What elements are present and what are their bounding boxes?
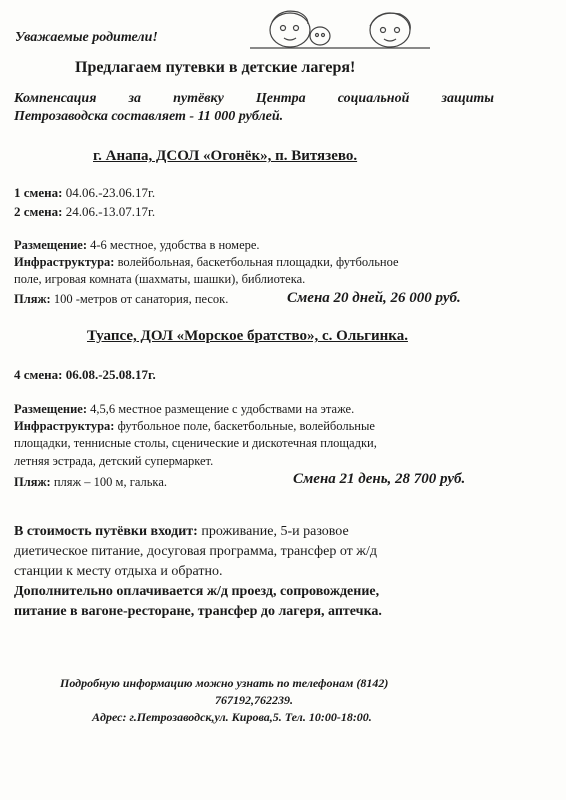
camp1-infra-line-1 — [14, 255, 399, 270]
comp-word: социальной — [337, 91, 410, 106]
contact-line-1: Подробную информацию можно узнать по телефонам (8142) — [60, 676, 389, 690]
infra-label: Инфраструктура: — [14, 255, 115, 269]
camp2-infra-line-2: площадки, теннисные столы, сценические и дискотечная площадки, — [14, 436, 377, 450]
included-line-1 — [14, 524, 349, 540]
comp-word: за — [128, 91, 142, 106]
extra-line-1: Дополнительно оплачивается ж/д проезд, сопровождение, — [14, 584, 380, 599]
accommodation-text: 4,5,6 местное размещение с удобствами на этаже. — [90, 402, 355, 416]
camp1-accommodation — [14, 238, 260, 253]
camp1-shift2 — [14, 204, 155, 220]
camp2-infra-line-1 — [14, 419, 375, 434]
offer-title: Предлагаем путевки в детские лагеря! — [75, 59, 356, 76]
shift-dates: 04.06.-23.06.17г. — [65, 185, 156, 200]
camp2-accommodation — [14, 402, 354, 417]
shift-dates: 24.06.-13.07.17г. — [65, 204, 156, 219]
comp-word: Компенсация — [14, 91, 97, 106]
comp-word: Центра — [255, 91, 306, 106]
included-line-3: станции к месту отдыха и обратно. — [14, 564, 223, 579]
shift-label: 1 смена: — [14, 185, 63, 200]
accommodation-label: Размещение: — [14, 402, 88, 416]
extra-line-2: питание в вагоне-ресторане, трансфер до лагеря, аптечка. — [14, 604, 382, 619]
infra-label: Инфраструктура: — [14, 419, 115, 433]
greeting-heading: Уважаемые родители! — [15, 30, 158, 45]
camp1-price: Смена 20 дней, 26 000 руб. — [287, 290, 461, 306]
comp-word: путёвку — [173, 91, 224, 106]
camp2-infra-line-3: летняя эстрада, детский супермаркет. — [14, 454, 214, 468]
included-line-2: диетическое питание, досуговая программа, трансфер от ж/д — [14, 544, 377, 559]
accommodation-text: 4-6 местное, удобства в номере. — [90, 238, 260, 252]
camp2-shift4 — [14, 367, 156, 383]
camp2-beach — [14, 475, 167, 490]
camp2-price: Смена 21 день, 28 700 руб. — [293, 471, 466, 487]
included-text: проживание, 5-и разовое — [201, 524, 349, 539]
infra-text: футбольное поле, баскетбольные, волейбольные — [117, 419, 375, 433]
beach-label: Пляж: — [14, 475, 51, 489]
beach-text: пляж – 100 м, галька. — [53, 475, 167, 489]
compensation-line-2: Петрозаводска составляет - 11 000 рублей. — [14, 109, 284, 124]
camp1-infra-line-2: поле, игровая комната (шахматы, шашки), библиотека. — [14, 272, 306, 286]
shift-label: 2 смена: — [14, 204, 63, 219]
beach-label: Пляж: — [14, 292, 51, 306]
camp1-title: г. Анапа, ДСОЛ «Огонёк», п. Витязево. — [93, 148, 358, 164]
camp2-title: Туапсе, ДОЛ «Морское братство», с. Ольгинка. — [87, 328, 408, 344]
shift-dates: 06.08.-25.08.17г. — [65, 367, 156, 382]
camp1-beach — [14, 292, 228, 307]
children-illustration — [250, 6, 430, 50]
beach-text: 100 -метров от санатория, песок. — [53, 292, 229, 306]
included-label: В стоимость путёвки входит: — [14, 524, 198, 539]
contact-line-3: Адрес: г.Петрозаводск,ул. Кирова,5. Тел. 10:00-18:00. — [92, 710, 372, 724]
shift-label: 4 смена: — [14, 367, 63, 382]
comp-word: защиты — [441, 91, 494, 106]
infra-text: волейбольная, баскетбольная площадки, футбольное — [117, 255, 399, 269]
camp1-shift1 — [14, 185, 155, 201]
compensation-line-1 — [14, 91, 494, 107]
accommodation-label: Размещение: — [14, 238, 88, 252]
contact-line-2: 767192,762239. — [215, 693, 293, 707]
